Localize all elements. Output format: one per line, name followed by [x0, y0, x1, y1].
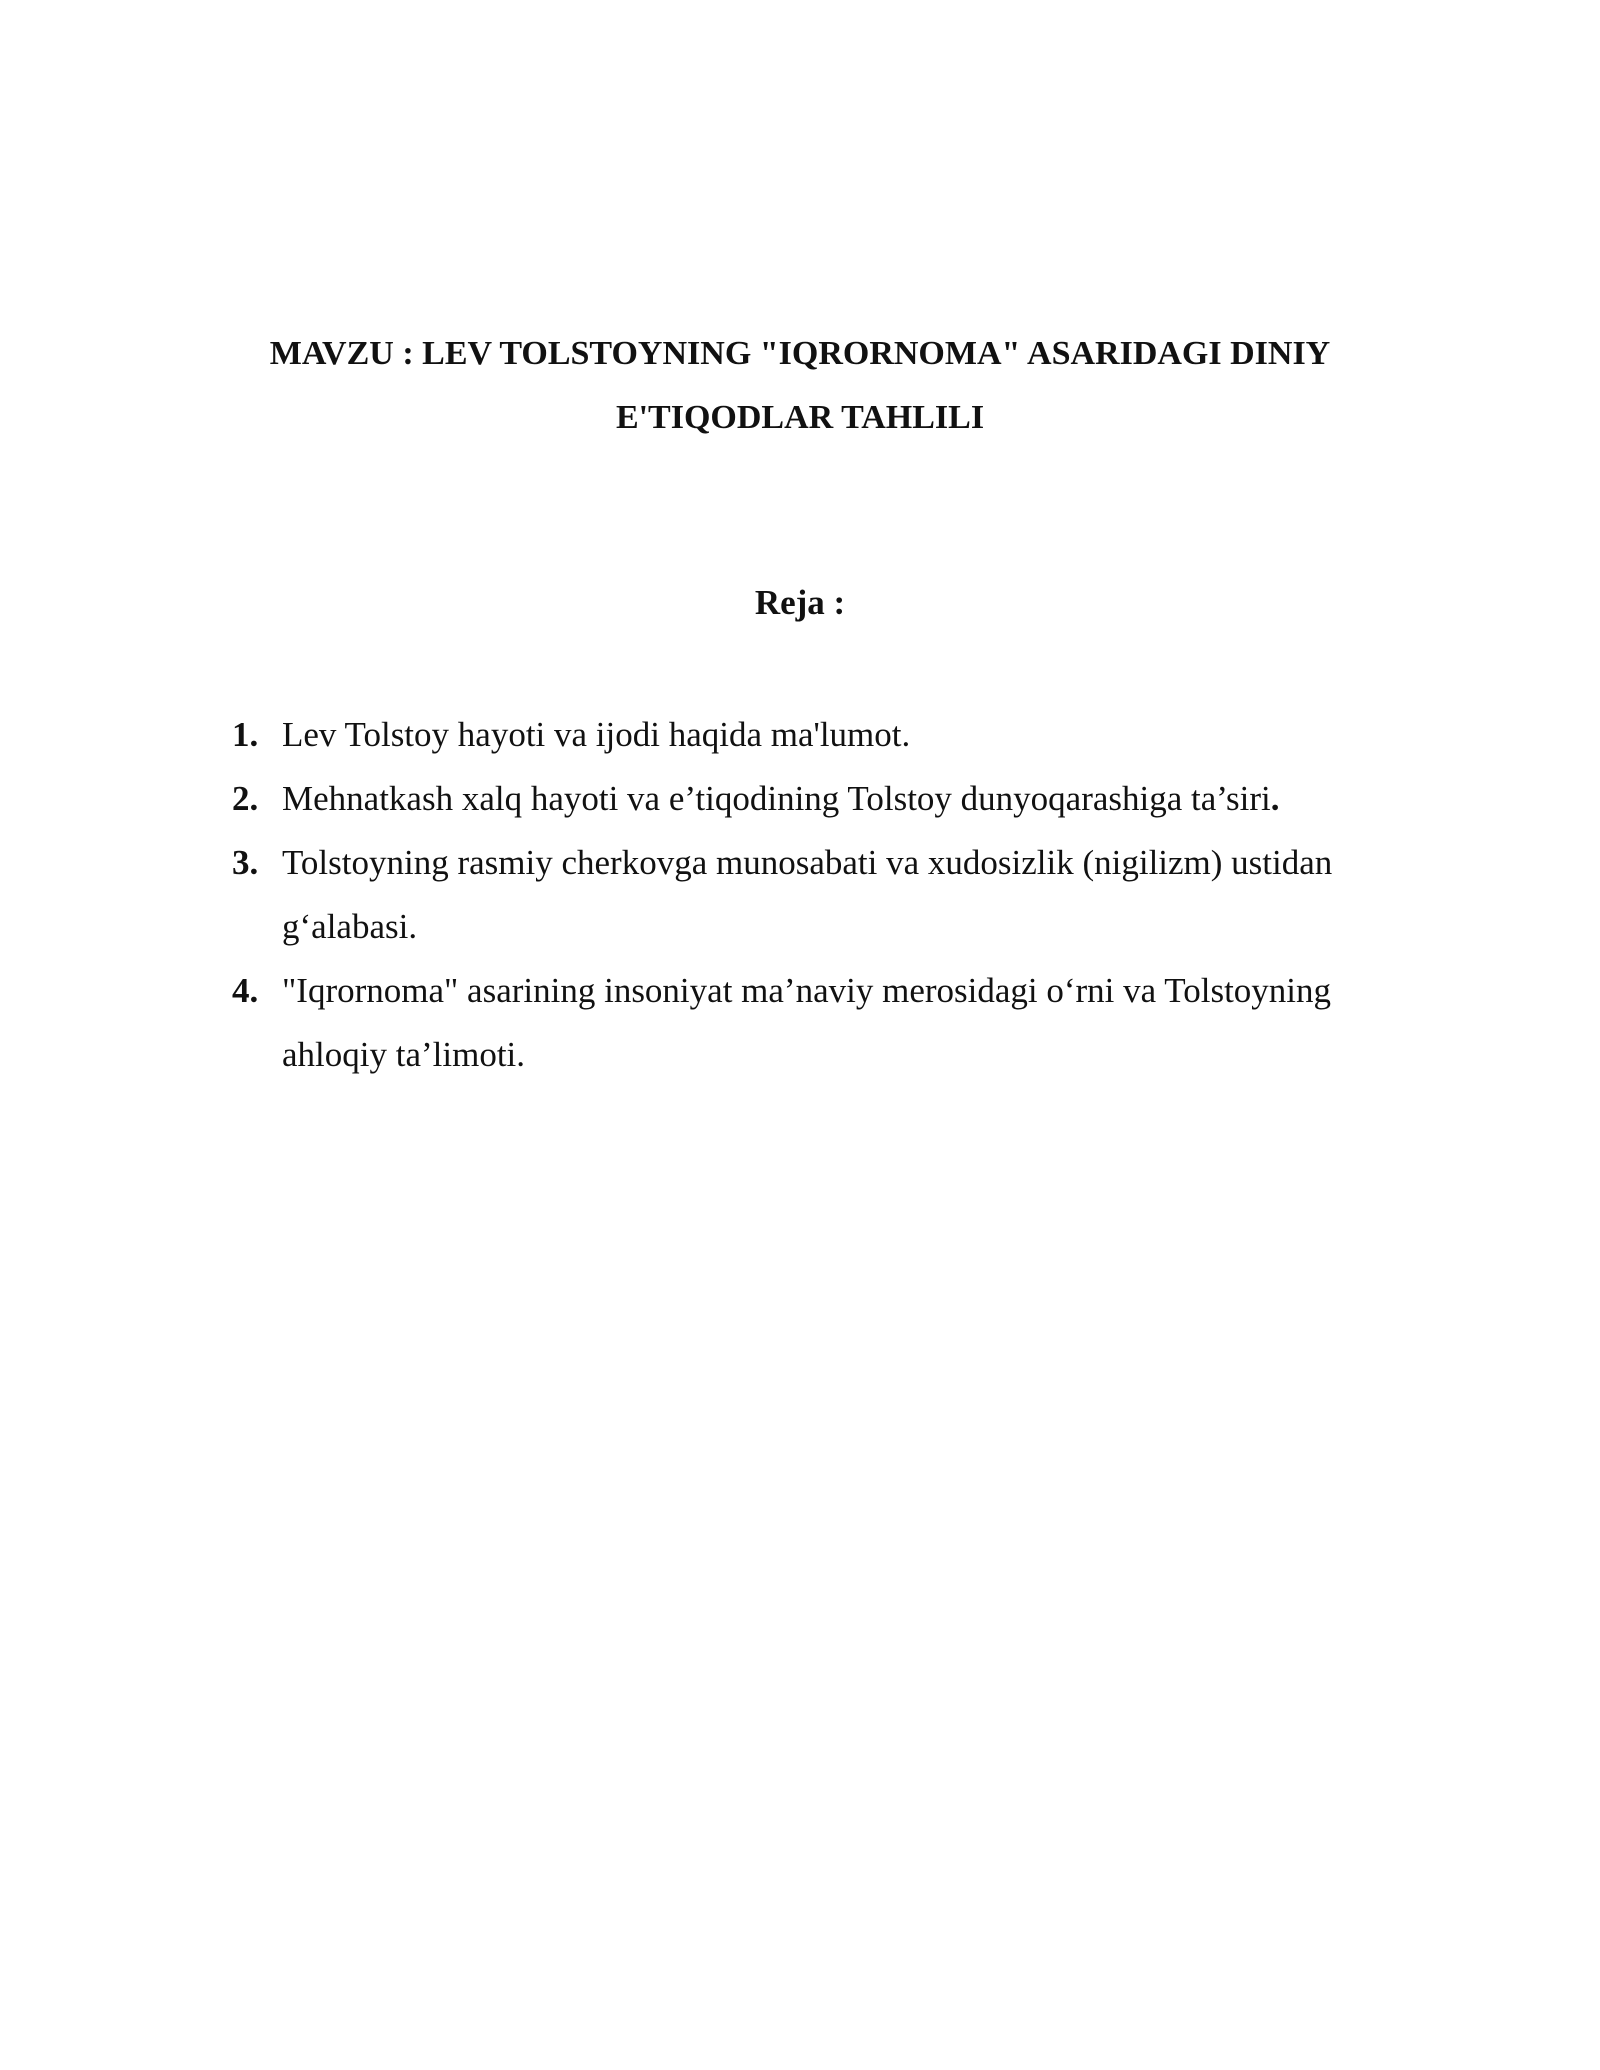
plan-item-number: 4.: [232, 971, 259, 1010]
document-title-line-1: MAVZU : LEV TOLSTOYNING "IQRORNOMA" ASARIDAGI DINIY: [269, 335, 1331, 372]
document-title: [200, 322, 1400, 450]
plan-item: [232, 703, 1392, 767]
plan-item-number: 2.: [232, 779, 259, 818]
plan-item: [232, 959, 1392, 1087]
plan-item: [232, 767, 1392, 831]
plan-item-number: 1.: [232, 715, 259, 754]
plan-item-text: [282, 959, 1392, 1087]
plan-list: [232, 703, 1392, 1087]
plan-item-text-content: Mehnatkash xalq hayoti va e’tiqodining Tolstoy dunyoqarashiga ta’siri: [282, 779, 1271, 818]
plan-item: [232, 831, 1392, 959]
plan-item-text-content: Tolstoyning rasmiy cherkovga munosabati va xudosizlik (nigilizm) ustidan g‘alabasi.: [282, 843, 1333, 946]
document-title-line-2: E'TIQODLAR TAHLILI: [615, 399, 985, 436]
plan-item-text: [282, 767, 1392, 831]
plan-item-bold-period: .: [1270, 779, 1280, 818]
plan-heading: Reja :: [754, 583, 846, 622]
plan-item-text-content: "Iqrornoma" asarining insoniyat ma’naviy merosidagi o‘rni va Tolstoyning ahloqiy ta’limoti.: [282, 971, 1332, 1074]
plan-item-number: 3.: [232, 843, 259, 882]
plan-item-text-content: Lev Tolstoy hayoti va ijodi haqida ma'lumot.: [282, 715, 911, 754]
plan-item-text: [282, 703, 1392, 767]
plan-item-text: [282, 831, 1392, 959]
